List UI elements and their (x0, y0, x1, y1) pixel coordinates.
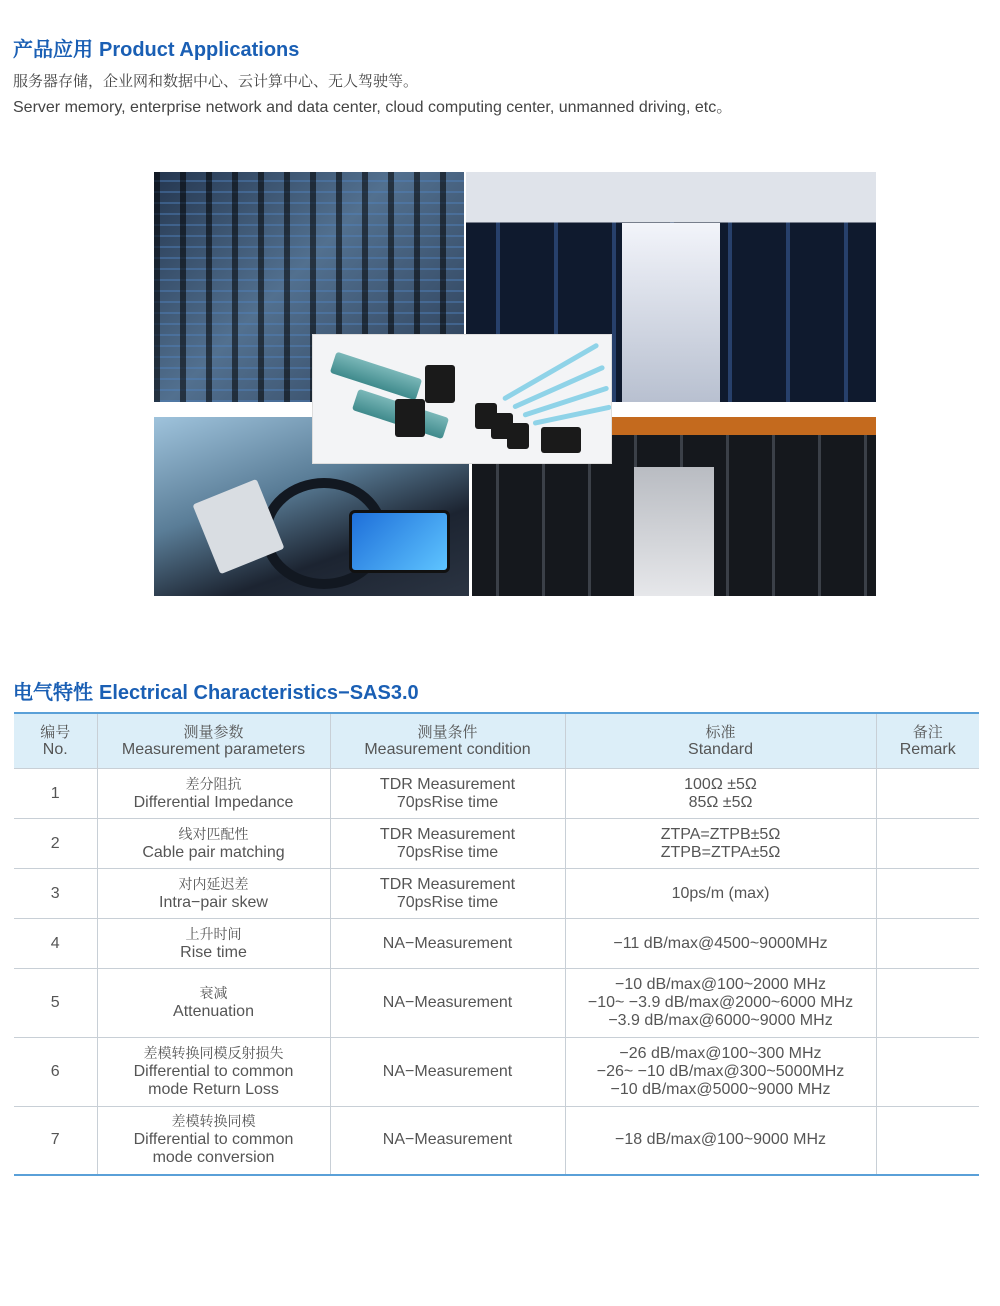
measurement-condition: TDR Measurement 70psRise time (330, 869, 565, 919)
row-number: 4 (14, 919, 97, 969)
header-condition: 测量条件 Measurement condition (330, 713, 565, 769)
header-remark: 备注 Remark (876, 713, 979, 769)
remark (876, 969, 979, 1038)
measurement-condition: NA−Measurement (330, 1107, 565, 1175)
applications-intro-cn: 服务器存储，企业网和数据中心、云计算中心、无人驾驶等。 (13, 72, 419, 90)
remark (876, 769, 979, 819)
applications-title-cn: 产品应用 (13, 37, 93, 61)
remark (876, 1107, 979, 1175)
row-number: 2 (14, 819, 97, 869)
table-header-row (14, 713, 979, 769)
measurement-parameter: 衰减 Attenuation (97, 969, 330, 1038)
remark (876, 919, 979, 969)
remark (876, 1038, 979, 1107)
table-row (14, 769, 979, 819)
measurement-parameter: 差模转换同模反射损失 Differential to common mode Return Loss (97, 1038, 330, 1107)
applications-photo-collage (154, 172, 876, 596)
remark (876, 819, 979, 869)
standard-value: 100Ω ±5Ω 85Ω ±5Ω (565, 769, 876, 819)
table-row (14, 869, 979, 919)
header-parameter: 测量参数 Measurement parameters (97, 713, 330, 769)
header-standard: 标准 Standard (565, 713, 876, 769)
table-row (14, 969, 979, 1038)
measurement-condition: NA−Measurement (330, 1038, 565, 1107)
standard-value: −26 dB/max@100~300 MHz −26~ −10 dB/max@300~5000MHz −10 dB/max@5000~9000 MHz (565, 1038, 876, 1107)
electrical-title-en: Electrical Characteristics−SAS3.0 (99, 682, 419, 704)
measurement-condition: TDR Measurement 70psRise time (330, 769, 565, 819)
standard-value: −18 dB/max@100~9000 MHz (565, 1107, 876, 1175)
measurement-condition: NA−Measurement (330, 919, 565, 969)
standard-value: −10 dB/max@100~2000 MHz −10~ −3.9 dB/max@2000~6000 MHz −3.9 dB/max@6000~9000 MHz (565, 969, 876, 1038)
sas-cable-product-photo (312, 334, 612, 464)
applications-heading (13, 33, 299, 62)
row-number: 5 (14, 969, 97, 1038)
measurement-condition: TDR Measurement 70psRise time (330, 819, 565, 869)
standard-value: 10ps/m (max) (565, 869, 876, 919)
table-row (14, 1038, 979, 1107)
applications-intro-en: Server memory, enterprise network and data center, cloud computing center, unmanned driving, etc。 (13, 99, 733, 116)
measurement-parameter: 线对匹配性 Cable pair matching (97, 819, 330, 869)
remark (876, 869, 979, 919)
electrical-heading (13, 676, 419, 705)
measurement-parameter: 差模转换同模 Differential to common mode conversion (97, 1107, 330, 1175)
row-number: 6 (14, 1038, 97, 1107)
measurement-condition: NA−Measurement (330, 969, 565, 1038)
applications-title-en: Product Applications (99, 39, 300, 61)
measurement-parameter: 对内延迟差 Intra−pair skew (97, 869, 330, 919)
header-no: 编号 No. (14, 713, 97, 769)
table-row (14, 1107, 979, 1175)
table-row (14, 919, 979, 969)
standard-value: ZTPA=ZTPB±5Ω ZTPB=ZTPA±5Ω (565, 819, 876, 869)
measurement-parameter: 差分阻抗 Differential Impedance (97, 769, 330, 819)
electrical-characteristics-table (14, 712, 979, 1176)
row-number: 3 (14, 869, 97, 919)
standard-value: −11 dB/max@4500~9000MHz (565, 919, 876, 969)
table-row (14, 819, 979, 869)
measurement-parameter: 上升时间 Rise time (97, 919, 330, 969)
row-number: 1 (14, 769, 97, 819)
row-number: 7 (14, 1107, 97, 1175)
electrical-title-cn: 电气特性 (13, 680, 93, 704)
